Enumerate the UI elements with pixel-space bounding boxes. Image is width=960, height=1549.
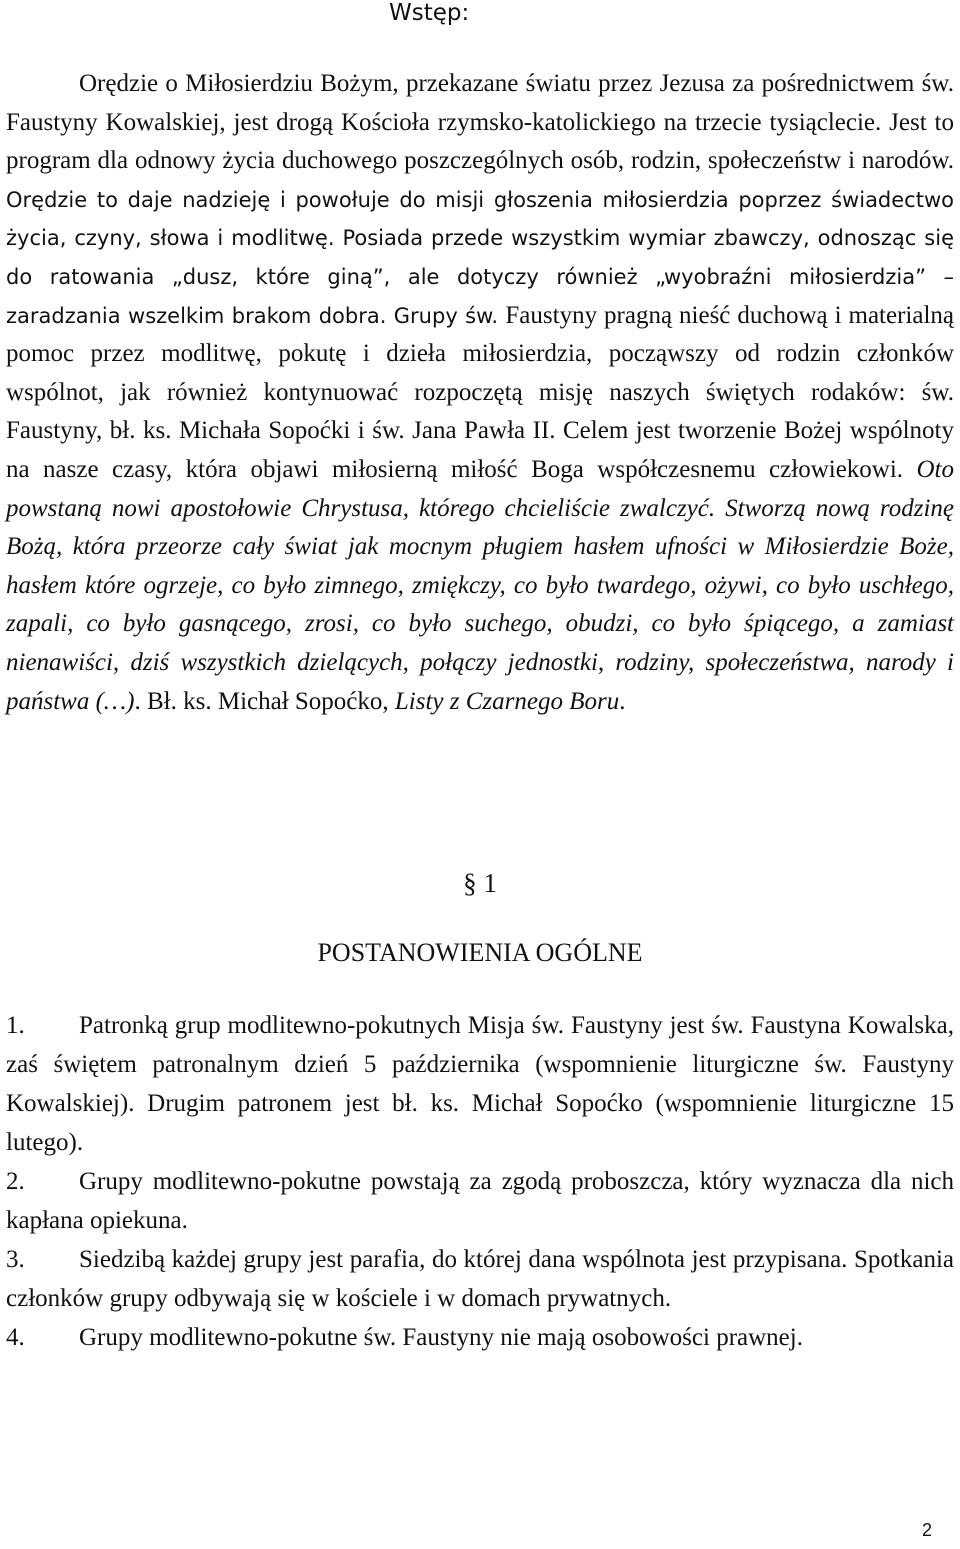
list-item bbox=[6, 1240, 954, 1318]
list-item bbox=[6, 1318, 954, 1357]
intro-text-serif-1: Orędzie o Miłosierdziu Bożym, przekazane światu przez Jezusa za pośrednictwem św. Faustyny Kowalskiej, jest drogą Kościoła rzymsko-katolickiego na trzecie tysiąclecie. Jest to program dla odnowy życia duchowego poszczególnych osób, rodzin, społeczeństw i narodów. bbox=[6, 70, 954, 175]
list-item-text: Patronką grup modlitewno-pokutnych Misja św. Faustyny jest św. Faustyna Kowalska, zaś świętem patronalnym dzień 5 października (wspomnienie liturgiczne św. Faustyny Kowalskiej). Drugim patronem jest bł. ks. Michał Sopoćko (wspomnienie liturgiczne 15 lutego). bbox=[6, 1012, 954, 1156]
intro-heading: Wstęp: bbox=[389, 0, 470, 26]
intro-quote: Oto powstaną nowi apostołowie Chrystusa, którego chcieliście zwalczyć. Stworzą nową rodzinę Bożą, która przeorze cały świat jak mocnym pługiem hasłem ufności w Miłosierdzie Boże, hasłem które ogrzeje, co było zimnego, zmiękczy, co było twardego, ożywi, co było uschłego, zapali, co było gasnącego, zrosi, co było suchego, obudzi, co było śpiącego, a zamiast nienawiści, dziś wszystkich dzielących, połączy jednostki, rodziny, społeczeństwa, narody i państwa (…) bbox=[6, 455, 954, 715]
list-item-number: 2. bbox=[6, 1168, 25, 1195]
list-item-text: Siedzibą każdej grupy jest parafia, do której dana wspólnota jest przypisana. Spotkania członków grupy odbywają się w kościele i w domach prywatnych. bbox=[6, 1246, 954, 1312]
intro-text-serif-3: . Bł. ks. Michał Sopoćko, bbox=[134, 687, 395, 715]
list-item bbox=[6, 1162, 954, 1240]
list-item-text: Grupy modlitewno-pokutne św. Faustyny nie mają osobowości prawnej. bbox=[79, 1324, 803, 1351]
list-item bbox=[6, 1006, 954, 1162]
intro-source-title: Listy z Czarnego Boru bbox=[394, 687, 620, 715]
page-number: 2 bbox=[921, 1520, 932, 1540]
list-item-number: 4. bbox=[6, 1324, 25, 1351]
provisions-list bbox=[6, 1006, 954, 1357]
section-number: § 1 bbox=[463, 868, 497, 898]
intro-paragraph bbox=[6, 65, 954, 721]
intro-text-serif-2: Faustyny pragną nieść duchową i materialną pomoc przez modlitwę, pokutę i dzieła miłosierdzia, począwszy od rodzin członków wspólnot, jak również kontynuować rozpoczętą misję naszych świętych rodaków: św. Faustyny, bł. ks. Michała Sopoćki i św. Jana Pawła II. Celem jest tworzenie Bożej wspólnoty na nasze czasy, która objawi miłosierną miłość Boga współczesnemu człowiekowi. bbox=[6, 301, 954, 483]
intro-text-sans-1: Orędzie to daje nadzieję i powołuje do misji głoszenia miłosierdzia poprzez świadectwo życia, czyny, słowa i modlitwę. Posiada przede wszystkim wymiar zbawczy, odnosząc się do ratowania „dusz, które giną”, ale dotyczy również „wyobraźni miłosierdzia” – zaradzania wszelkim brakom dobra. Grupy św. bbox=[6, 187, 954, 328]
section-title: POSTANOWIENIA OGÓLNE bbox=[317, 938, 643, 967]
list-item-text: Grupy modlitewno-pokutne powstają za zgodą proboszcza, który wyznacza dla nich kapłana opiekuna. bbox=[6, 1168, 954, 1234]
list-item-number: 1. bbox=[6, 1012, 25, 1039]
list-item-number: 3. bbox=[6, 1246, 25, 1273]
intro-text-serif-4: . bbox=[619, 687, 626, 715]
